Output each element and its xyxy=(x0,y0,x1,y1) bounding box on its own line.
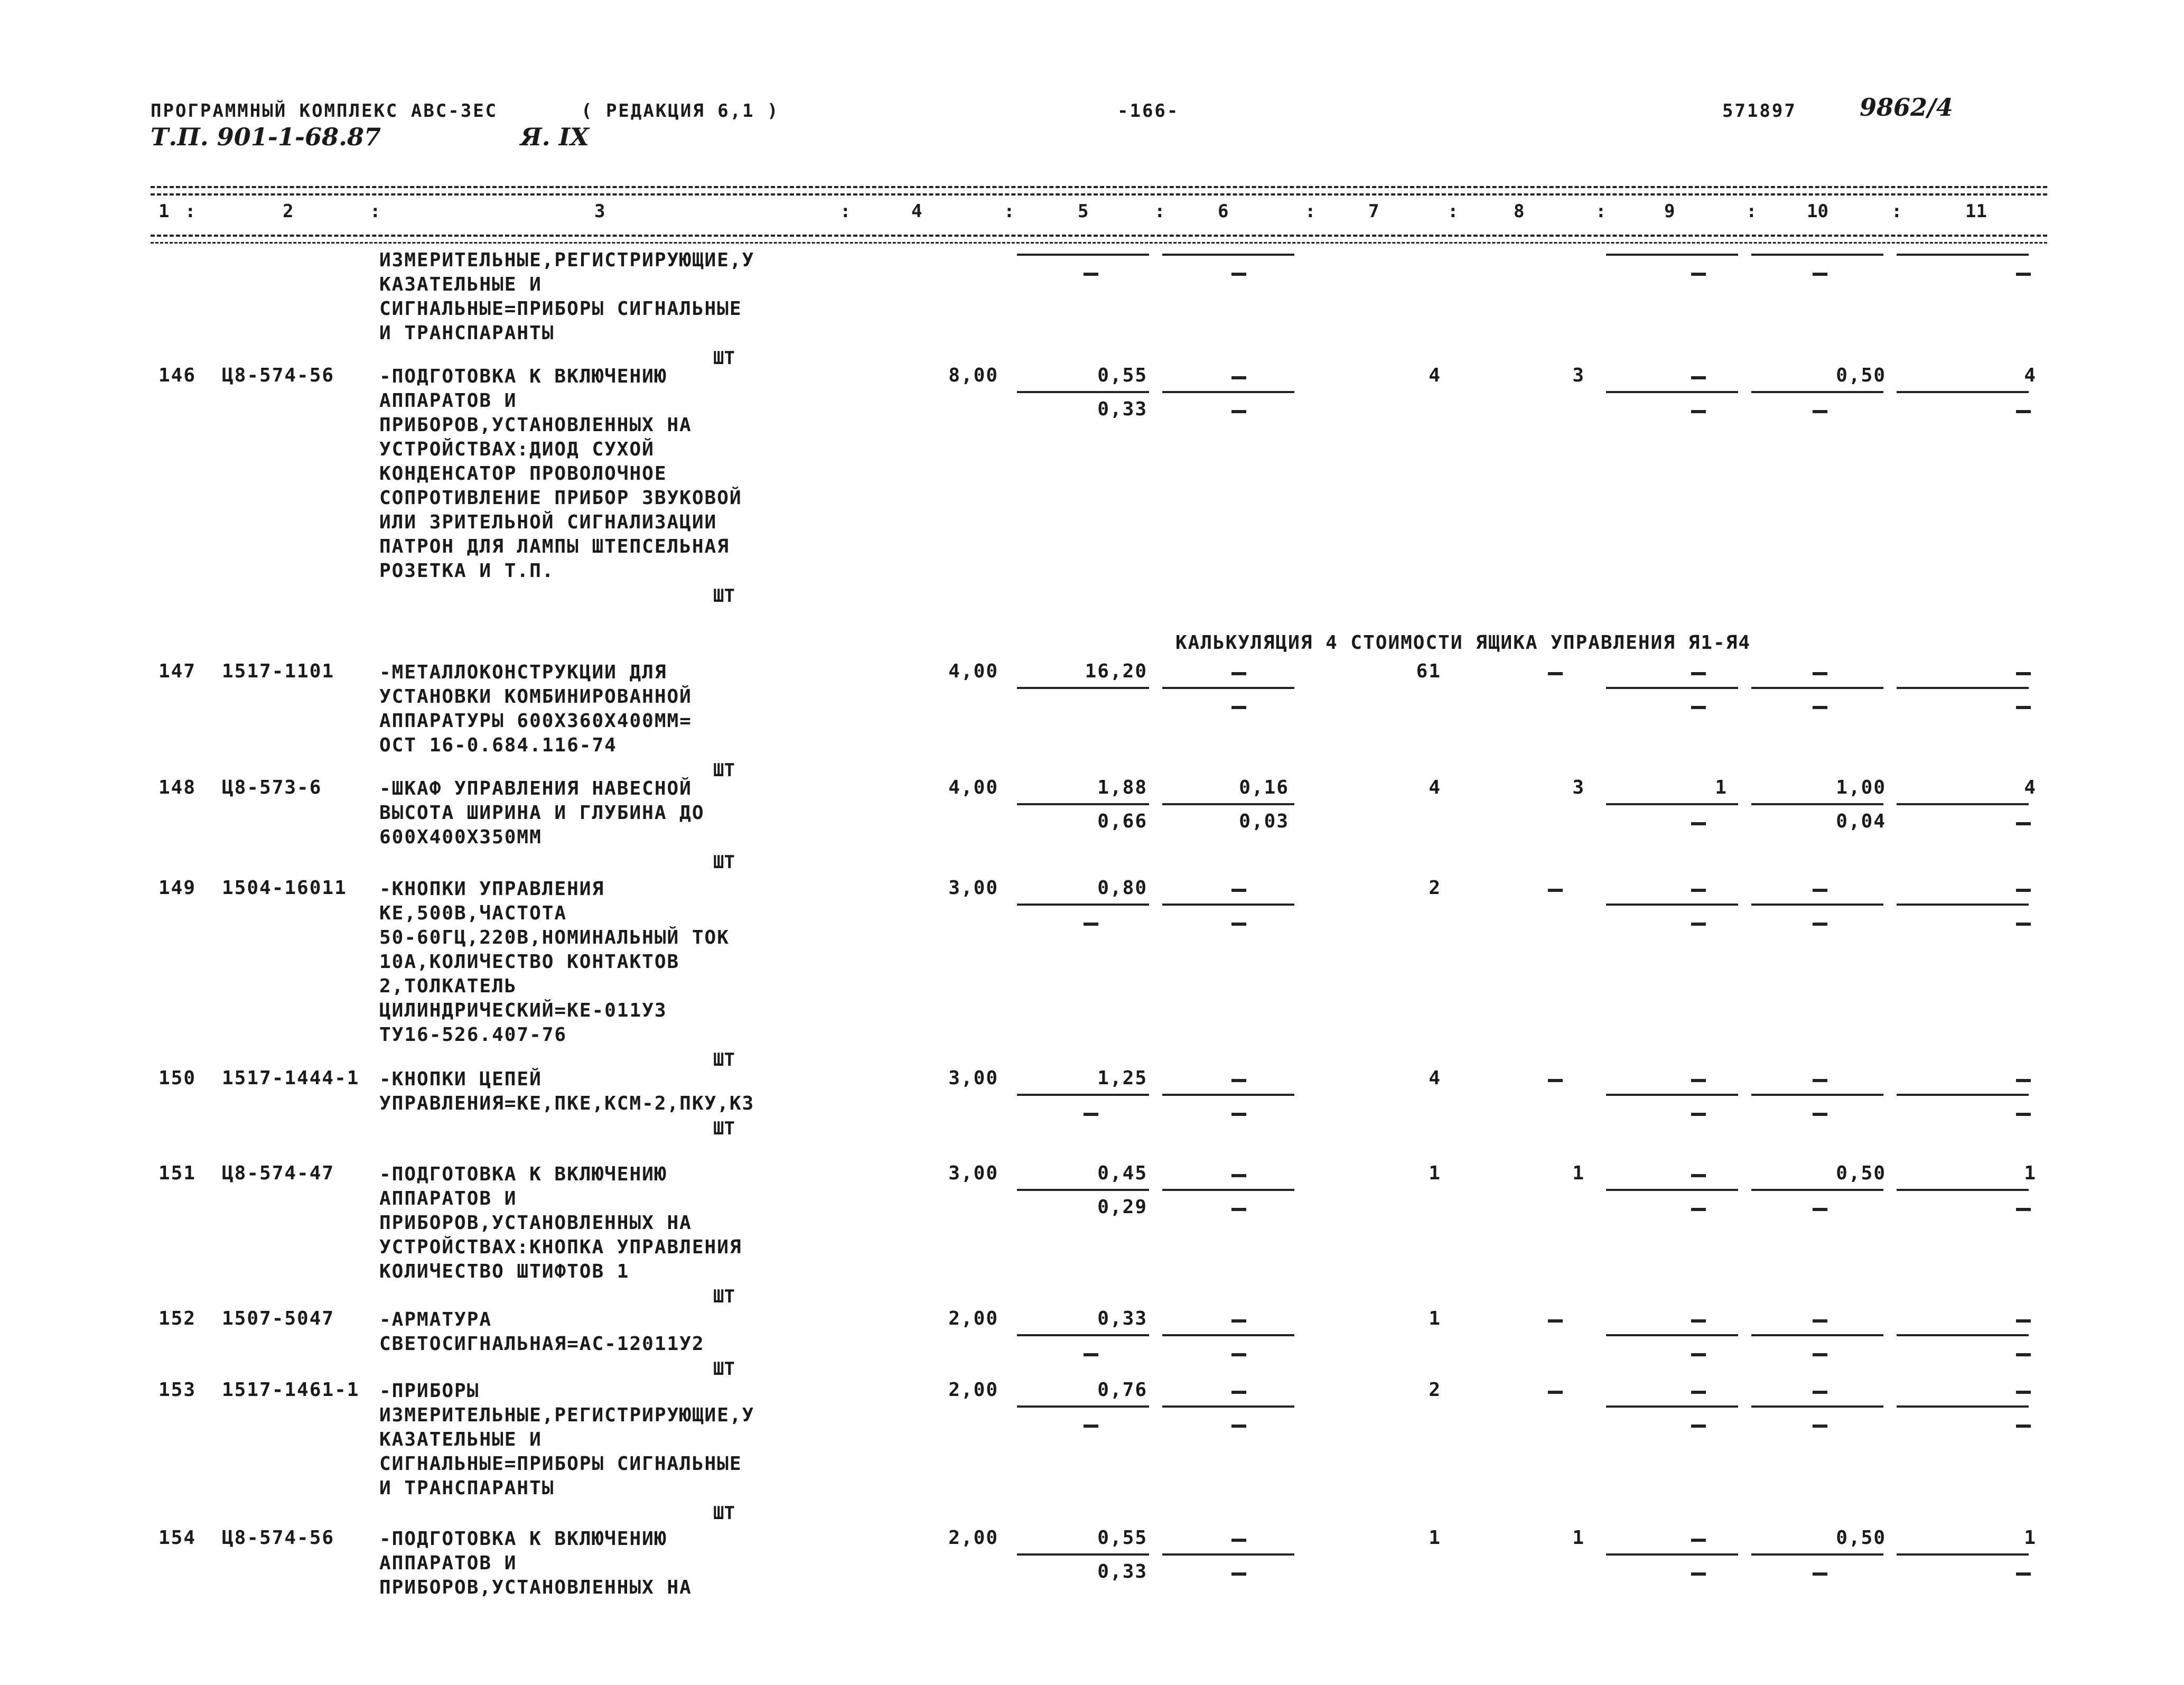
cell-quantity: 3,00 xyxy=(948,1162,998,1184)
empty-dash xyxy=(1231,1208,1246,1211)
cell-c5b: 0,66 xyxy=(1097,811,1147,832)
cell-c8: 3 xyxy=(1572,777,1585,798)
empty-dash xyxy=(1231,410,1246,413)
cell-underline xyxy=(1162,1405,1294,1408)
cell-c5a: 0,80 xyxy=(1097,877,1147,899)
row-code: Ц8-574-47 xyxy=(222,1162,335,1184)
empty-dash xyxy=(1691,1391,1706,1394)
cell-underline xyxy=(1606,254,1738,256)
empty-dash xyxy=(1691,889,1706,892)
cell-c5a: 1,25 xyxy=(1097,1067,1147,1089)
cell-c6b: 0,03 xyxy=(1239,811,1289,832)
empty-dash xyxy=(1691,672,1706,675)
row-unit: ШТ xyxy=(713,348,735,369)
row-description: -ПОДГОТОВКА К ВКЛЮЧЕНИЮ АППАРАТОВ И ПРИБОРОВ,УСТАНОВЛЕННЫХ НА xyxy=(379,1528,692,1598)
row-description: ИЗМЕРИТЕЛЬНЫЕ,РЕГИСТРИРУЮЩИЕ,У КАЗАТЕЛЬНЫЕ И СИГНАЛЬНЫЕ=ПРИБОРЫ СИГНАЛЬНЫЕ И ТРАНСПАРАНТЫ xyxy=(379,249,755,344)
empty-dash xyxy=(1813,672,1827,675)
empty-dash xyxy=(1548,1079,1563,1082)
empty-dash xyxy=(1813,889,1827,892)
cell-underline xyxy=(1897,803,2029,805)
cell-underline xyxy=(1017,904,1149,906)
cell-underline xyxy=(1751,1189,1883,1191)
empty-dash xyxy=(1691,1539,1706,1542)
column-header-11: 11 xyxy=(1965,201,1987,222)
cell-c7: 2 xyxy=(1429,877,1441,899)
cell-quantity: 3,00 xyxy=(948,877,998,899)
cell-underline xyxy=(1017,1553,1149,1556)
empty-dash xyxy=(1548,1391,1563,1394)
empty-dash xyxy=(1813,1079,1827,1082)
empty-dash xyxy=(1813,923,1827,926)
empty-dash xyxy=(1813,1353,1827,1356)
cell-c5a: 1,88 xyxy=(1097,777,1147,798)
cell-c5b: 0,33 xyxy=(1097,398,1147,420)
row-unit: ШТ xyxy=(713,1118,735,1139)
cell-c5a: 0,33 xyxy=(1097,1308,1147,1329)
empty-dash xyxy=(2016,1079,2031,1082)
document-code: 571897 xyxy=(1722,100,1797,122)
cell-underline xyxy=(1897,687,2029,689)
row-code: Ц8-573-6 xyxy=(222,777,322,798)
cell-underline xyxy=(1606,1189,1738,1191)
cell-underline xyxy=(1606,1334,1738,1336)
row-unit: ШТ xyxy=(713,1049,735,1070)
empty-dash xyxy=(1231,889,1246,892)
empty-dash xyxy=(1691,1079,1706,1082)
row-description: -ШКАФ УПРАВЛЕНИЯ НАВЕСНОЙ ВЫСОТА ШИРИНА И ГЛУБИНА ДО 600Х400Х350ММ xyxy=(379,778,705,848)
cell-underline xyxy=(1162,904,1294,906)
row-number: 147 xyxy=(158,660,197,682)
handwritten-annex: Я. IX xyxy=(520,123,589,151)
empty-dash xyxy=(1548,889,1563,892)
cell-c11a: 1 xyxy=(2024,1527,2037,1549)
row-code: Ц8-574-56 xyxy=(222,365,335,386)
row-number: 146 xyxy=(158,365,197,386)
empty-dash xyxy=(1084,923,1098,926)
cell-underline xyxy=(1751,1553,1883,1556)
empty-dash xyxy=(1691,376,1706,379)
empty-dash xyxy=(1231,1425,1246,1428)
row-description: -ПРИБОРЫ ИЗМЕРИТЕЛЬНЫЕ,РЕГИСТРИРУЮЩИЕ,У КАЗАТЕЛЬНЫЕ И СИГНАЛЬНЫЕ=ПРИБОРЫ СИГНАЛЬНЫЕ И ТРАНСПАРАНТЫ xyxy=(379,1380,755,1499)
empty-dash xyxy=(1691,1353,1706,1356)
cell-c7: 1 xyxy=(1429,1162,1441,1184)
header-rule-bottom-2 xyxy=(151,242,2047,244)
section-note: КАЛЬКУЛЯЦИЯ 4 СТОИМОСТИ ЯЩИКА УПРАВЛЕНИЯ Я1-Я4 xyxy=(1175,632,1751,654)
cell-underline xyxy=(1606,1405,1738,1408)
row-unit: ШТ xyxy=(713,852,735,873)
cell-quantity: 3,00 xyxy=(948,1067,998,1089)
empty-dash xyxy=(1231,1113,1246,1116)
empty-dash xyxy=(1813,1391,1827,1394)
column-separator: : xyxy=(185,201,196,222)
empty-dash xyxy=(1691,1208,1706,1211)
cell-underline xyxy=(1751,904,1883,906)
row-code: 1517-1461-1 xyxy=(222,1379,360,1401)
empty-dash xyxy=(1084,1353,1098,1356)
cell-underline xyxy=(1162,803,1294,805)
row-number: 150 xyxy=(158,1067,197,1089)
empty-dash xyxy=(1691,1113,1706,1116)
empty-dash xyxy=(2016,410,2031,413)
empty-dash xyxy=(2016,1572,2031,1576)
cell-c7: 2 xyxy=(1429,1379,1441,1401)
cell-underline xyxy=(1162,254,1294,256)
column-header-9: 9 xyxy=(1664,201,1675,222)
empty-dash xyxy=(1691,822,1706,825)
cell-c6a: 0,16 xyxy=(1239,777,1289,798)
cell-c8: 3 xyxy=(1572,365,1585,386)
cell-c5a: 0,76 xyxy=(1097,1379,1147,1401)
empty-dash xyxy=(1691,706,1706,709)
cell-underline xyxy=(1751,254,1883,256)
cell-underline xyxy=(1606,1553,1738,1556)
empty-dash xyxy=(1691,273,1706,276)
cell-underline xyxy=(1017,803,1149,805)
cell-underline xyxy=(1897,1189,2029,1191)
column-header-6: 6 xyxy=(1218,201,1229,222)
row-unit: ШТ xyxy=(713,1358,735,1380)
empty-dash xyxy=(1813,410,1827,413)
empty-dash xyxy=(2016,923,2031,926)
cell-quantity: 2,00 xyxy=(948,1308,998,1329)
column-separator: : xyxy=(370,201,381,222)
cell-underline xyxy=(1017,1094,1149,1096)
empty-dash xyxy=(1084,273,1098,276)
row-code: 1504-16011 xyxy=(222,877,347,899)
page-number: -166- xyxy=(1117,100,1180,122)
empty-dash xyxy=(2016,273,2031,276)
empty-dash xyxy=(2016,1425,2031,1428)
cell-underline xyxy=(1897,254,2029,256)
empty-dash xyxy=(1231,1319,1246,1323)
cell-c7: 4 xyxy=(1429,365,1441,386)
cell-underline xyxy=(1162,391,1294,393)
cell-c8: 1 xyxy=(1572,1162,1585,1184)
row-code: Ц8-574-56 xyxy=(222,1527,335,1549)
cell-c5a: 0,45 xyxy=(1097,1162,1147,1184)
empty-dash xyxy=(2016,822,2031,825)
edition-label: ( РЕДАКЦИЯ 6,1 ) xyxy=(581,100,780,122)
column-separator: : xyxy=(1305,201,1316,222)
cell-underline xyxy=(1162,1334,1294,1336)
empty-dash xyxy=(2016,1208,2031,1211)
empty-dash xyxy=(1691,410,1706,413)
column-header-3: 3 xyxy=(594,201,605,222)
empty-dash xyxy=(2016,1113,2031,1116)
empty-dash xyxy=(1548,1319,1563,1323)
cell-underline xyxy=(1897,391,2029,393)
cell-underline xyxy=(1017,1189,1149,1191)
handwritten-project: Т.П. 901-1-68.87 xyxy=(151,123,381,151)
column-header-1: 1 xyxy=(158,201,170,222)
cell-quantity: 8,00 xyxy=(948,365,998,386)
cell-quantity: 4,00 xyxy=(948,777,998,798)
empty-dash xyxy=(1813,1425,1827,1428)
empty-dash xyxy=(1231,672,1246,675)
empty-dash xyxy=(1691,1425,1706,1428)
empty-dash xyxy=(1231,1174,1246,1177)
empty-dash xyxy=(1231,1079,1246,1082)
row-description: -ПОДГОТОВКА К ВКЛЮЧЕНИЮ АППАРАТОВ И ПРИБОРОВ,УСТАНОВЛЕННЫХ НА УСТРОЙСТВАХ:ДИОД СУХОЙ КОНДЕНСАТОР ПРОВОЛОЧНОЕ СОПРОТИВЛЕНИЕ ПРИБОР ЗВУКОВОЙ ИЛИ ЗРИТЕЛЬНОЙ СИГНАЛИЗАЦИИ ПАТРОН ДЛЯ ЛАМПЫ ШТЕПСЕЛЬНАЯ РОЗЕТКА И Т.П. xyxy=(379,366,742,582)
empty-dash xyxy=(1548,672,1563,675)
row-description: -КНОПКИ УПРАВЛЕНИЯ КЕ,500В,ЧАСТОТА 50-60ГЦ,220В,НОМИНАЛЬНЫЙ ТОК 10А,КОЛИЧЕСТВО КОНТАКТОВ 2,ТОЛКАТЕЛЬ ЦИЛИНДРИЧЕСКИЙ=КЕ-011У3 ТУ16-526.407-76 xyxy=(379,878,730,1046)
cell-quantity: 2,00 xyxy=(948,1527,998,1549)
cell-c5a: 0,55 xyxy=(1097,365,1147,386)
empty-dash xyxy=(1813,1113,1827,1116)
empty-dash xyxy=(1231,923,1246,926)
empty-dash xyxy=(1691,1572,1706,1576)
cell-c7: 1 xyxy=(1429,1527,1441,1549)
cell-underline xyxy=(1751,1094,1883,1096)
cell-quantity: 4,00 xyxy=(948,660,998,682)
row-description: -АРМАТУРА СВЕТОСИГНАЛЬНАЯ=АС-12011У2 xyxy=(379,1309,705,1355)
row-code: 1517-1101 xyxy=(222,660,335,682)
column-separator: : xyxy=(840,201,851,222)
column-separator: : xyxy=(1595,201,1607,222)
program-title: ПРОГРАММНЫЙ КОМПЛЕКС АВС-3ЕС xyxy=(151,100,498,122)
cell-underline xyxy=(1606,904,1738,906)
column-header-4: 4 xyxy=(911,201,922,222)
empty-dash xyxy=(1231,376,1246,379)
row-code: 1507-5047 xyxy=(222,1308,335,1329)
cell-underline xyxy=(1017,254,1149,256)
cell-c11a: 1 xyxy=(2024,1162,2037,1184)
cell-c8: 1 xyxy=(1572,1527,1585,1549)
column-separator: : xyxy=(1154,201,1165,222)
column-header-2: 2 xyxy=(283,201,294,222)
row-code: 1517-1444-1 xyxy=(222,1067,360,1089)
empty-dash xyxy=(1691,1174,1706,1177)
cell-underline xyxy=(1751,391,1883,393)
cell-underline xyxy=(1162,1553,1294,1556)
row-unit: ШТ xyxy=(713,1503,735,1524)
cell-quantity: 2,00 xyxy=(948,1379,998,1401)
empty-dash xyxy=(1813,273,1827,276)
cell-c5b: 0,29 xyxy=(1097,1196,1147,1218)
column-separator: : xyxy=(1746,201,1757,222)
row-number: 148 xyxy=(158,777,197,798)
empty-dash xyxy=(1691,1319,1706,1323)
cell-c11a: 4 xyxy=(2024,365,2037,386)
row-number: 151 xyxy=(158,1162,197,1184)
row-number: 152 xyxy=(158,1308,197,1329)
cell-underline xyxy=(1751,803,1883,805)
header-rule-top xyxy=(151,186,2047,188)
cell-underline xyxy=(1162,687,1294,689)
cell-c7: 4 xyxy=(1429,777,1441,798)
empty-dash xyxy=(1231,1353,1246,1356)
empty-dash xyxy=(2016,706,2031,709)
cell-underline xyxy=(1751,1334,1883,1336)
cell-underline xyxy=(1606,803,1738,805)
cell-underline xyxy=(1751,687,1883,689)
cell-underline xyxy=(1017,687,1149,689)
cell-underline xyxy=(1897,1405,2029,1408)
row-unit: ШТ xyxy=(713,1286,735,1307)
cell-c5a: 16,20 xyxy=(1085,660,1147,682)
empty-dash xyxy=(1084,1425,1098,1428)
column-header-5: 5 xyxy=(1078,201,1089,222)
empty-dash xyxy=(1813,1572,1827,1576)
cell-c7: 1 xyxy=(1429,1308,1441,1329)
empty-dash xyxy=(1084,1113,1098,1116)
cell-underline xyxy=(1606,1094,1738,1096)
row-description: -ПОДГОТОВКА К ВКЛЮЧЕНИЮ АППАРАТОВ И ПРИБОРОВ,УСТАНОВЛЕННЫХ НА УСТРОЙСТВАХ:КНОПКА УПРАВЛЕНИЯ КОЛИЧЕСТВО ШТИФТОВ 1 xyxy=(379,1163,742,1282)
cell-underline xyxy=(1162,1094,1294,1096)
empty-dash xyxy=(2016,1353,2031,1356)
column-separator: : xyxy=(1004,201,1015,222)
cell-underline xyxy=(1897,1094,2029,1096)
empty-dash xyxy=(2016,889,2031,892)
row-unit: ШТ xyxy=(713,585,735,607)
header-rule-top-2 xyxy=(151,193,2047,196)
cell-underline xyxy=(1897,1334,2029,1336)
row-number: 154 xyxy=(158,1527,197,1549)
empty-dash xyxy=(1813,1208,1827,1211)
row-description: -МЕТАЛЛОКОНСТРУКЦИИ ДЛЯ УСТАНОВКИ КОМБИНИРОВАННОЙ АППАРАТУРЫ 600Х360Х400ММ= ОСТ 16-0.684.116-74 xyxy=(379,662,692,756)
header-rule-bottom xyxy=(151,235,2047,237)
empty-dash xyxy=(1231,1391,1246,1394)
row-number: 153 xyxy=(158,1379,197,1401)
empty-dash xyxy=(1813,1319,1827,1323)
cell-underline xyxy=(1162,1189,1294,1191)
cell-c5b: 0,33 xyxy=(1097,1561,1147,1582)
cell-underline xyxy=(1017,391,1149,393)
empty-dash xyxy=(1231,1539,1246,1542)
column-separator: : xyxy=(1448,201,1459,222)
cell-c10a: 1,00 xyxy=(1836,777,1886,798)
cell-c10b: 0,04 xyxy=(1836,811,1886,832)
empty-dash xyxy=(2016,1319,2031,1323)
cell-c10a: 0,50 xyxy=(1836,1162,1886,1184)
cell-underline xyxy=(1017,1405,1149,1408)
empty-dash xyxy=(2016,672,2031,675)
cell-c10a: 0,50 xyxy=(1836,365,1886,386)
cell-underline xyxy=(1606,687,1738,689)
cell-c7: 61 xyxy=(1416,660,1441,682)
column-header-7: 7 xyxy=(1368,201,1379,222)
empty-dash xyxy=(1231,273,1246,276)
cell-underline xyxy=(1606,391,1738,393)
handwritten-number: 9862/4 xyxy=(1860,93,1953,122)
cell-c5a: 0,55 xyxy=(1097,1527,1147,1549)
empty-dash xyxy=(1691,923,1706,926)
cell-c7: 4 xyxy=(1429,1067,1441,1089)
cell-c11a: 4 xyxy=(2024,777,2037,798)
cell-underline xyxy=(1751,1405,1883,1408)
column-header-8: 8 xyxy=(1514,201,1525,222)
row-description: -КНОПКИ ЦЕПЕЙ УПРАВЛЕНИЯ=КЕ,ПКЕ,КСМ-2,ПКУ,КЗ xyxy=(379,1068,755,1114)
cell-underline xyxy=(1017,1334,1149,1336)
row-number: 149 xyxy=(158,877,197,899)
empty-dash xyxy=(1231,1572,1246,1576)
empty-dash xyxy=(1231,706,1246,709)
cell-c9a: 1 xyxy=(1715,777,1728,798)
row-unit: ШТ xyxy=(713,760,735,781)
cell-c10a: 0,50 xyxy=(1836,1527,1886,1549)
empty-dash xyxy=(1813,706,1827,709)
empty-dash xyxy=(2016,1391,2031,1394)
cell-underline xyxy=(1897,1553,2029,1556)
cell-underline xyxy=(1897,904,2029,906)
column-header-10: 10 xyxy=(1807,201,1828,222)
column-separator: : xyxy=(1891,201,1902,222)
